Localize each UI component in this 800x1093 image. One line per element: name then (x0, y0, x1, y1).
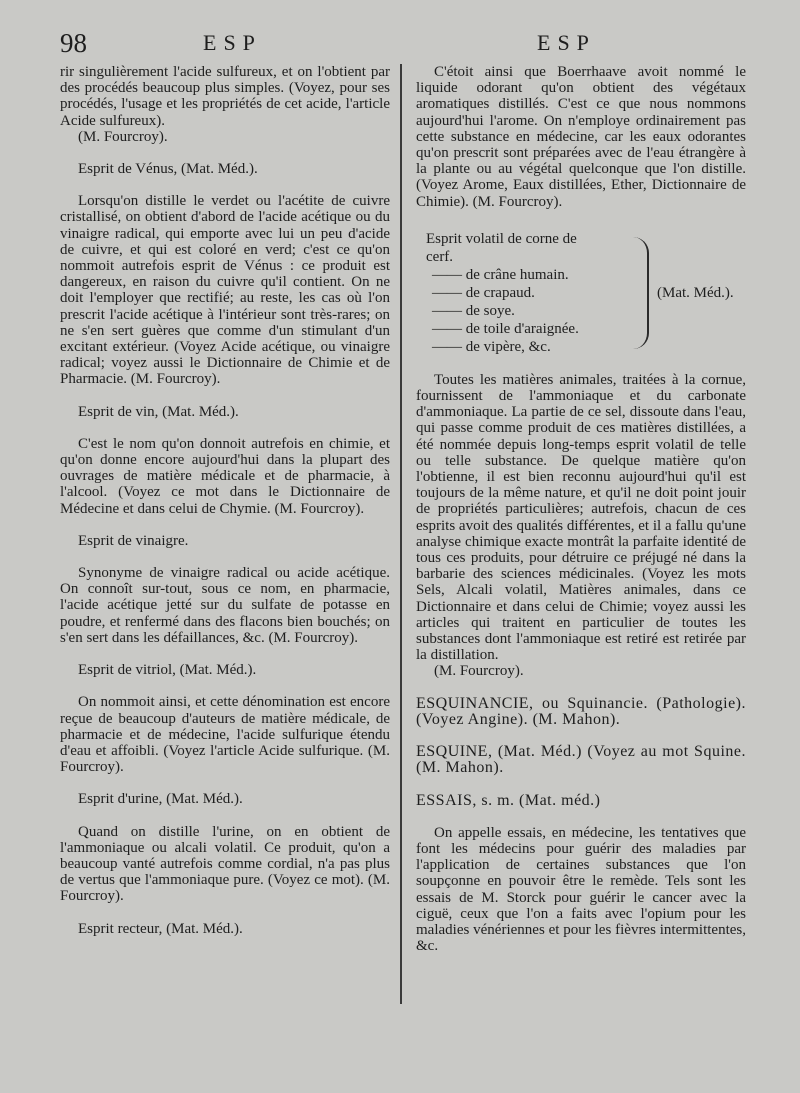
entry-heading-urine: Esprit d'urine, (Mat. Méd.). (78, 791, 243, 808)
author-signature: (M. Fourcroy). (78, 128, 168, 145)
author-signature: (M. Fourcroy). (434, 663, 524, 680)
entry-heading-esquinancie: ESQUINANCIE, ou Squinancie. (Pathologie). (Voyez Angine). (M. Mahon). (416, 694, 746, 728)
curly-brace (633, 237, 649, 349)
esprit-volatil-list (426, 230, 746, 356)
paragraph-vinaigre: Synonyme de vinaigre radical ou acide acétique. On connoît sur-tout, sous ce nom, en pharmacie, l'acide acétique jetté sur du sulfate de potasse en poudre, et renfermé dans des flacons bien bouchés; on s'en sert dans les défaillances, &c. (M. Fourcroy). (60, 565, 390, 646)
list-item: —— de crâne humain. (432, 266, 569, 283)
paragraph-acide-sulfureux: rir singulièrement l'acide sulfureux, et on l'obtient par des procédés beaucoup plus simples. (Voyez, pour ses procédés, l'usage et les propriétés de cet acide, l'article Acide sulfureux). (60, 64, 390, 129)
list-item: Esprit volatil de corne de (426, 230, 577, 247)
left-column (60, 64, 390, 937)
entry-heading-vitriol: Esprit de vitriol, (Mat. Méd.). (78, 662, 257, 679)
right-column (416, 64, 746, 954)
entry-heading-essais: ESSAIS, s. m. (Mat. méd.) (416, 791, 601, 809)
esprit-volatil-items (426, 230, 631, 356)
entry-heading-esquine: ESQUINE, (Mat. Méd.) (Voyez au mot Squine. (M. Mahon). (416, 743, 746, 777)
entry-heading-vin: Esprit de vin, (Mat. Méd.). (78, 403, 239, 420)
running-head-right: ESP (537, 30, 596, 55)
paragraph-vin: C'est le nom qu'on donnoit autrefois en chimie, et qu'on donne encore aujourd'hui dans la plupart des ouvrages de matière médicale et de pharmacie, à l'alcool. (Voyez ce mot dans le Dictionnaire de Médecine et dans celui de Chymie. (M. Fourcroy). (60, 435, 390, 517)
entry-heading-recteur: Esprit recteur, (Mat. Méd.). (78, 920, 243, 937)
entry-heading-venus: Esprit de Vénus, (Mat. Méd.). (78, 161, 258, 178)
mat-med-label: (Mat. Méd.). (657, 284, 734, 301)
entry-heading-vinaigre: Esprit de vinaigre. (78, 532, 189, 549)
paragraph-matieres-animales: Toutes les matières animales, traitées à la cornue, fournissent de l'ammoniaque et du carbonate d'ammoniaque. La partie de ce sel, dissoute dans l'eau, qui passe comme produit de ces matières distillées, a été nommée depuis long-temps esprit volatil de telle ou telle substance. De quelque matière qu'on l'obtienne, il est bien reconnu aujourd'hui qu'il est toujours de la même nature, et qu'il ne doit point jouir de propriétés particulières; autrefois, chacun de ces esprits avoit des qualités différentes, et il a fallu qu'une analyse chimique exacte montrât la parfaite identité de tous ces produits, pour détruire ce préjugé né dans la barbarie des sciences médicinales. (Voyez les mots Sels, Alcali volatil, Matières animales, dans ce Dictionnaire et dans celui de Chimie; voyez aussi les articles qui traitent en particulier de toutes les substances dont l'ammoniaque est retiré est retirée par la distillation. (416, 371, 746, 664)
paragraph-essais: On appelle essais, en médecine, les tentatives que font les médecins pour guérir des maladies par l'application de certaines substances que l'on soupçonne en pouvoir être le remède. Tels sont les essais de M. Storck pour guérir le cancer avec la ciguë, ceux que l'on a faits avec l'opium pour les maladies vénériennes et pour les fièvres intermittentes, &c. (416, 824, 746, 955)
column-divider (400, 64, 402, 1004)
list-item: —— de toile d'araignée. (432, 320, 579, 337)
paragraph-vitriol: On nommoit ainsi, et cette dénomination est encore reçue de beaucoup d'auteurs de matière médicale, de pharmacie et de médecine, l'acide sulfurique étendu d'eau et affoibli. (Voyez l'article Acide sulfurique. (M. Fourcroy). (60, 694, 390, 776)
running-head-left: ESP (203, 30, 262, 55)
list-item: —— de vipère, &c. (432, 338, 551, 355)
list-item: —— de crapaud. (432, 284, 535, 301)
paragraph-venus: Lorsqu'on distille le verdet ou l'acétite de cuivre cristallisé, on obtient d'abord de l'acide acétique ou du vinaigre radical, qui emporte avec lui un peu d'acide de cuivre, et qui est coloré en verd; c'est ce qu'on nommoit autrefois esprit de Vénus : ce produit est dangereux, en raison du cuivre qu'il contient. On ne doit l'employer que rectifié; au reste, les cas où l'on prescrit l'acide acétique à l'intérieur sont très-rares; on ne s'en sert guères que comme d'un stimulant d'un excitant extérieur. (Voyez Acide acétique, ou vinaigre radical; voyez aussi le Dictionnaire de Chimie et de Pharmacie. (M. Fourcroy). (60, 193, 390, 388)
paragraph-urine: Quand on distille l'urine, on en obtient de l'ammoniaque ou alcali volatil. Ce produit, qu'on a beaucoup vanté autrefois comme cordial, n'a pas plus de vertus que l'ammoniaque pure. (Voyez ce mot). (M. Fourcroy). (60, 823, 390, 905)
list-item: —— de soye. (432, 302, 515, 319)
page-number: 98 (60, 28, 87, 58)
paragraph-arome: C'étoit ainsi que Boerrhaave avoit nommé le liquide odorant qu'on obtient des végétaux aromatiques distillés. C'est ce que nous nommons aujourd'hui l'arome. On n'employe ordinairement pas cette substance en médecine, car les eaux odorantes qu'on prescrit sont préparées avec de l'eau étrangère à la plante ou au végétal quelconque que l'on distille. (Voyez Arome, Eaux distillées, Ether, Dictionnaire de Chimie). (M. Fourcroy). (416, 64, 746, 210)
list-item: cerf. (426, 248, 454, 265)
